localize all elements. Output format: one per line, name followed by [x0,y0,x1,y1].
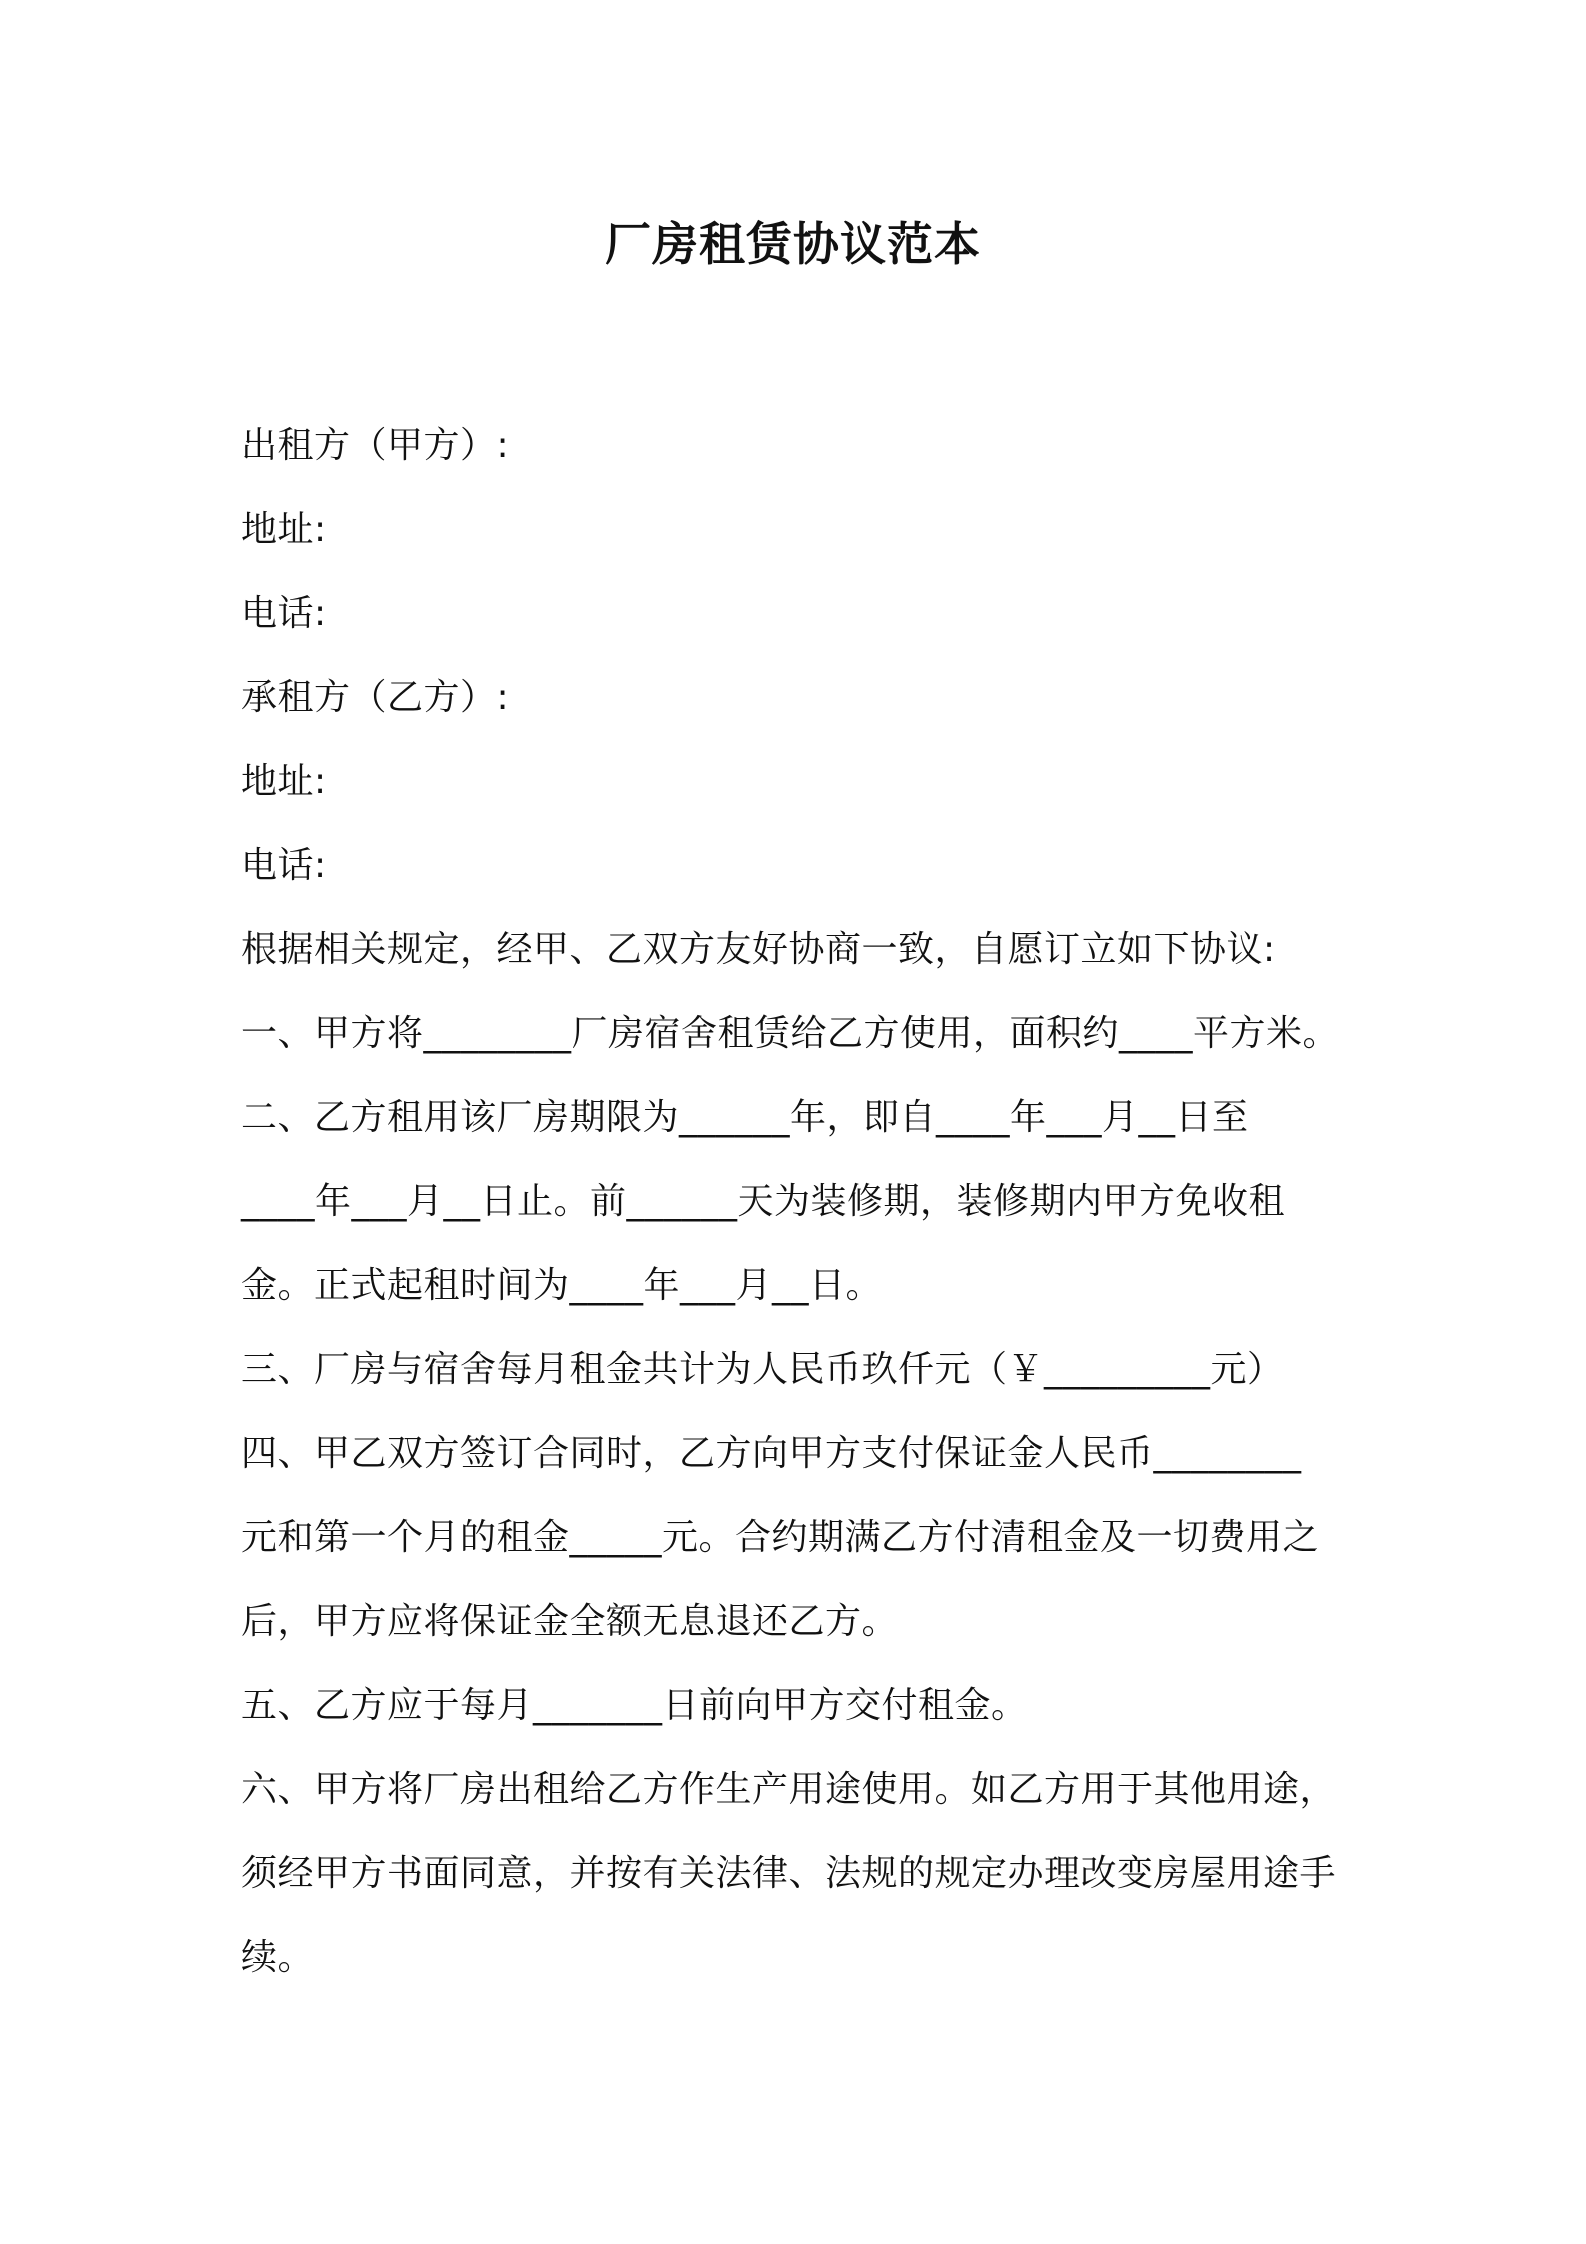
lessee-label: 承租方（乙方）: [241,677,510,718]
lessee-phone-label: 电话: [241,845,327,886]
lessor-address-label: 地址: [241,509,327,550]
lessee-address-label: 地址: [241,761,327,802]
clause-2-line-3: 金。正式起租时间为____年___月__日。 [241,1265,883,1306]
clause-6-line-3: 续。 [241,1937,315,1978]
lessor-label: 出租方（甲方）: [241,425,510,466]
intro-paragraph: 根据相关规定，经甲、乙双方友好协商一致，自愿订立如下协议: [241,929,1276,970]
clause-4-line-1: 四、甲乙双方签订合同时，乙方向甲方支付保证金人民币________ [241,1433,1302,1474]
clause-6-line-1: 六、甲方将厂房出租给乙方作生产用途使用。如乙方用于其他用途， [241,1769,1337,1810]
clause-2-line-2: ____年___月__日止。前______天为装修期，装修期内甲方免收租 [241,1181,1286,1222]
clause-2-line-1: 二、乙方租用该厂房期限为______年，即自____年___月__日至 [241,1097,1249,1138]
clause-1: 一、甲方将________厂房宿舍租赁给乙方使用，面积约____平方米。 [241,1013,1340,1054]
clause-5: 五、乙方应于每月_______日前向甲方交付租金。 [241,1685,1028,1726]
clause-6-line-2: 须经甲方书面同意，并按有关法律、法规的规定办理改变房屋用途手 [241,1853,1337,1894]
clause-3: 三、厂房与宿舍每月租金共计为人民币玖仟元（￥_________元） [241,1349,1284,1390]
document-title: 厂房租赁协议范本 [605,217,981,271]
clause-4-line-2: 元和第一个月的租金_____元。合约期满乙方付清租金及一切费用之 [241,1517,1320,1558]
clause-4-line-3: 后，甲方应将保证金全额无息退还乙方。 [241,1601,899,1642]
lessor-phone-label: 电话: [241,593,327,634]
document-body [241,404,1361,2000]
